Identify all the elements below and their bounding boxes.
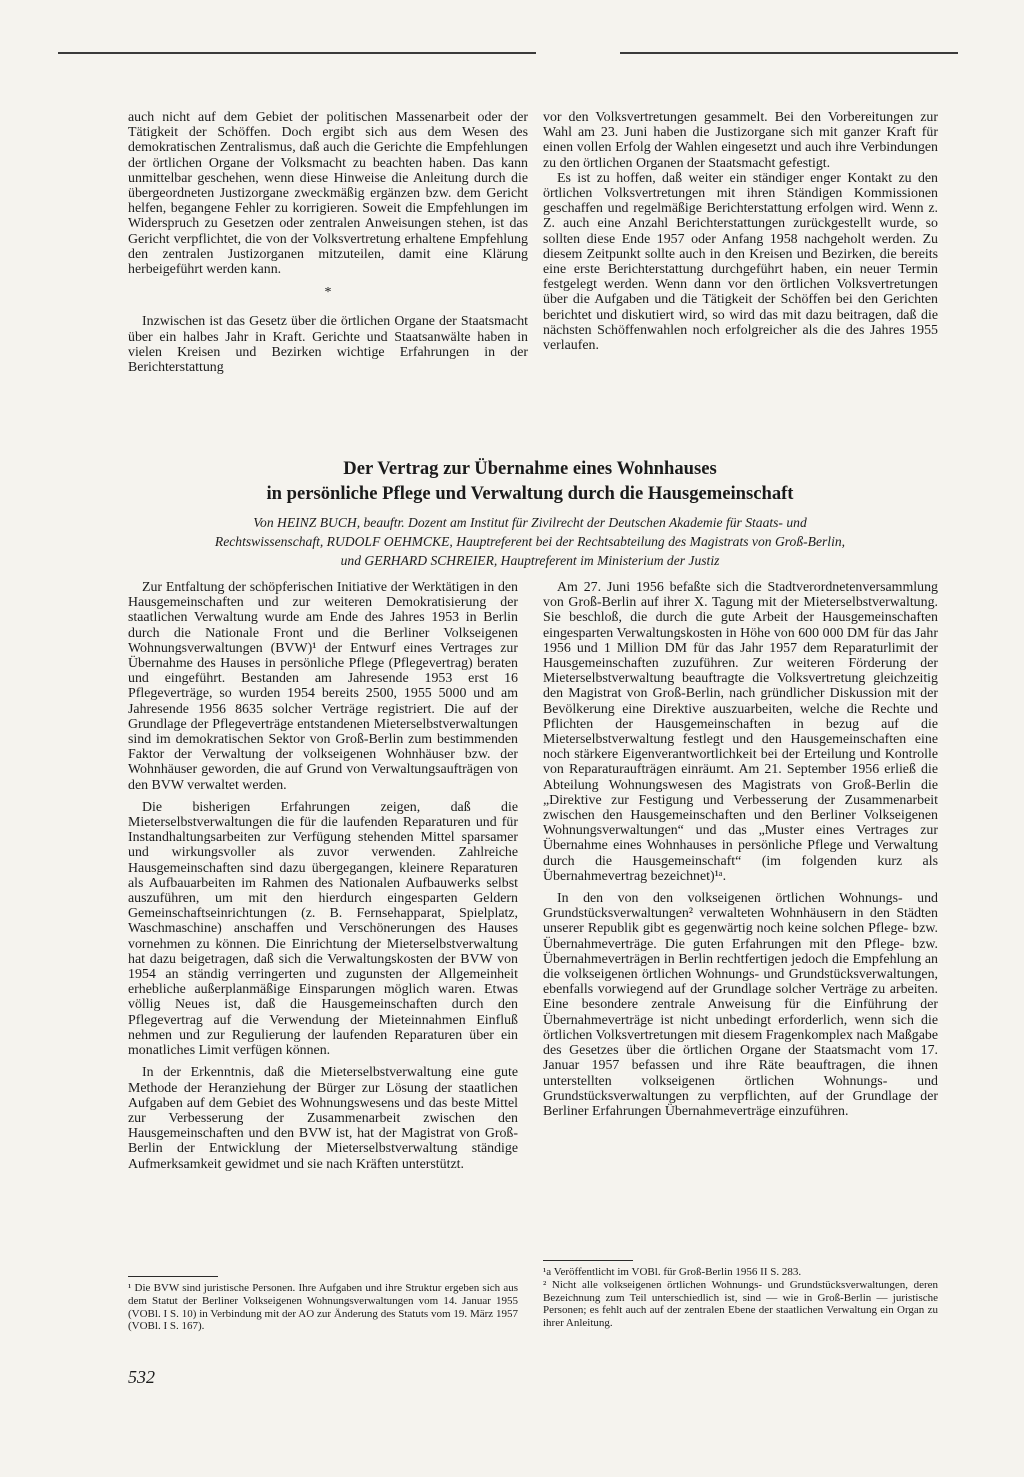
top-rule-right: [620, 52, 958, 54]
paragraph: vor den Volksvertretungen gesammelt. Bei den Vorbereitungen zur Wahl am 23. Juni haben die Justizorgane sich mit ganzer Kraft für einen vollen Erfolg der Wahlen eingesetzt und auch ihre Verbindungen zu den örtlichen Organen der Staatsmacht gefestigt.: [543, 110, 938, 171]
footnote: ² Nicht alle volkseigenen örtlichen Wohnungs- und Grundstücksverwaltungen, deren Bezeichnung zum Teil unterschiedlich ist, sind — wie in Groß-Berlin — juristische Personen; es fehlt auch auf der zentralen Ebene der staatlichen Verwaltung ein Organ zu ihrer Anleitung.: [543, 1278, 938, 1330]
paragraph: Es ist zu hoffen, daß weiter ein ständiger enger Kontakt zu den örtlichen Volksvertretungen mit ihren Ständigen Kommissionen geschaffen und regelmäßige Berichterstattung erfolgen wird. Wenn z. Z. auch eine Anzahl Berichterstattungen zurückgestellt wurde, so sollten diese Ende 1957 oder Anfang 1958 nachgeholt werden. Zu diesem Zeitpunkt sollte auch in den Kreisen und Bezirken, die bereits eine erste Berichterstattung durchgeführt haben, ein neuer Termin festgelegt werden. Wenn dann vor den örtlichen Volksvertretungen über die Aufgaben und die Tätigkeit der Schöffen bei den Gerichten berichtet und diskutiert wird, so wird das mit dazu beitragen, daß die nächsten Schöffenwahlen noch erfolgreicher als die des Jahres 1955 verlaufen.: [543, 170, 938, 354]
article-title-line: in persönliche Pflege und Verwaltung durch die Hausgemeinschaft: [266, 483, 794, 504]
paragraph: auch nicht auf dem Gebiet der politischen Massenarbeit oder der Tätigkeit der Schöffen. Doch ergibt sich aus dem Wesen des demokratischen Zentralismus, daß auch die Gerichte die Empfehlungen der örtlichen Organe der Volksmacht zu beachten haben. Das kann unmittelbar geschehen, wenn diese Hinweise die Anleitung durch die übergeordneten Justizorgane zweckmäßig ergänzen bzw. dem Gericht helfen, begangene Fehler zu korrigieren. Soweit die Empfehlungen im Widerspruch zu Gesetzen oder zentralen Anweisungen stehen, ist das Gericht verpflichtet, die von der Volksvertretung erhaltene Empfehlung den zentralen Justizorganen mitzuteilen, damit eine Klärung herbeigeführt werden kann.: [128, 110, 528, 278]
article-title: [130, 456, 930, 506]
top-rule: [58, 52, 536, 54]
page-number: 532: [128, 1367, 155, 1387]
article-right-column: [543, 580, 938, 1119]
footnotes-left: [128, 1282, 518, 1333]
paragraph: In den von den volkseigenen örtlichen Wohnungs- und Grundstücksverwaltungen² verwalteten Wohnhäusern in den Städten unserer Republik gibt es gegenwärtig noch keine solchen Pflege- bzw. Übernahmeverträge. Die guten Erfahrungen mit den Pflege- bzw. Übernahmeverträgen in Berlin rechtfertigen jedoch die Empfehlung an die volkseigenen örtlichen Wohnungs- und Grundstücksverwaltungen, ebenfalls vorwiegend auf der Grundlage solcher Verträge zu arbeiten. Eine besondere zentrale Anweisung für die Einführung der Übernahmeverträge ist nicht unbedingt erforderlich, wenn sich die örtlichen Volksvertretungen mit diesem Fragenkomplex nach Maßgabe des Gesetzes über die örtlichen Organe der Staatsmacht vom 17. Januar 1957 befassen und ihre Räte beauftragen, die ihnen unterstellten volkseigenen örtlichen Wohnungs- und Grundstücksverwaltungen zu verpflichten, auf der Grundlage der Berliner Erfahrungen Übernahmeverträge einzuführen.: [543, 891, 938, 1119]
footnote: ¹ Die BVW sind juristische Personen. Ihre Aufgaben und ihre Struktur ergeben sich aus dem Statut der Berliner Volkseigenen Wohnungsverwaltungen vom 14. Januar 1955 (VOBl. I S. 10) in Verbindung mit der AO zur Änderung des Statuts vom 19. März 1957 (VOBl. I S. 167).: [128, 1282, 518, 1333]
article-left-column: [128, 580, 518, 1172]
article-title-line: Der Vertrag zur Übernahme eines Wohnhauses: [343, 458, 717, 479]
byline-line: Rechtswissenschaft, RUDOLF OEHMCKE, Hauptreferent bei der Rechtsabteilung des Magistrats von Groß-Berlin,: [214, 534, 846, 549]
footnote-rule: [128, 1276, 218, 1277]
footnote-rule: [543, 1260, 633, 1261]
paragraph: In der Erkenntnis, daß die Mieterselbstverwaltung eine gute Methode der Heranziehung der Bürger zur Lösung der staatlichen Aufgaben auf dem Gebiet des Wohnungswesens und das beste Mittel zur Verbesserung der Zusammenarbeit zwischen den Hausgemeinschaften und den BVW ist, hat der Magistrat von Groß-Berlin der Entwicklung der Mieterselbstverwaltung ständige Aufmerksamkeit gewidmet und sie nach Kräften unterstützt.: [128, 1065, 518, 1172]
top-left-column: [128, 110, 528, 375]
paragraph: Inzwischen ist das Gesetz über die örtlichen Organe der Staatsmacht über ein halbes Jahr in Kraft. Gerichte und Staatsanwälte haben in vielen Kreisen und Bezirken wichtige Erfahrungen in der Berichterstattung: [128, 314, 528, 376]
section-separator: *: [324, 285, 332, 301]
article-byline: [130, 513, 930, 570]
byline-line: und GERHARD SCHREIER, Hauptreferent im Ministerium der Justiz: [340, 553, 720, 568]
paragraph: Am 27. Juni 1956 befaßte sich die Stadtverordnetenversammlung von Groß-Berlin auf ihrer X. Tagung mit der Mieterselbstverwaltung. Sie beschloß, die durch die gute Arbeit der Hausgemeinschaften eingesparten Verwaltungskosten in Höhe von 600 000 DM für das Jahr 1956 und 1 Million DM für das Jahr 1957 dem Reparaturlimit der Hausgemeinschaften zuzuführen. Zur weiteren Förderung der Mieterselbstverwaltung beauftragte die Volksvertretung gleichzeitig den Magistrat von Groß-Berlin, nach gründlicher Diskussion mit der Bevölkerung eine Direktive auszuarbeiten, welche die Rechte und Pflichten der Hausgemeinschaften in bezug auf die Mieterselbstverwaltung festlegt und den Hausgemeinschaften eine noch stärkere Eigenverantwortlichkeit bei der Erteilung und Kontrolle von Reparaturaufträgen einräumt. Am 21. September 1956 erließ die Abteilung Wohnungswesen des Magistrats von Groß-Berlin die „Direktive zur Festigung und Verbesserung der Zusammenarbeit zwischen den Hausgemeinschaften und den Berliner Volkseigenen Wohnungsverwaltungen“ und das „Muster eines Vertrages zur Übernahme eines Wohnhauses in persönliche Pflege und Verwaltung durch die Hausgemeinschaft“ (im folgenden kurz als Übernahmevertrag bezeichnet)¹ᵃ.: [543, 580, 938, 884]
top-right-column: [543, 110, 938, 353]
byline-line: Von HEINZ BUCH, beauftr. Dozent am Institut für Zivilrecht der Deutschen Akademie für Staats- und: [253, 515, 807, 530]
footnote: ¹a Veröffentlicht im VOBl. für Groß-Berlin 1956 II S. 283.: [543, 1266, 802, 1278]
paragraph: Die bisherigen Erfahrungen zeigen, daß die Mieterselbstverwaltungen die für die laufenden Reparaturen und für Instandhaltungsarbeiten zur Verfügung stehenden Mittel sparsamer und wirkungsvoller als zuvor verwenden. Zahlreiche Hausgemeinschaften sind dazu übergegangen, kleinere Reparaturen als Aufbauarbeiten im Rahmen des Nationalen Aufbauwerks selbst auszuführen, um mit den hierdurch eingesparten Geldern Gemeinschaftseinrichtungen (z. B. Fernsehapparat, Spielplatz, Waschmaschine) anschaffen und Verschönerungen des Hauses vornehmen zu können. Die Einrichtung der Mieterselbstverwaltung hat dazu beigetragen, daß sich die Verwaltungskosten der BVW von 1954 an ständig verringerten und zugunsten der Allgemeinheit erhebliche außerplanmäßige Einsparungen möglich waren. Etwas völlig Neues ist, daß die Hausgemeinschaften durch den Pflegevertrag auf die Verwendung der Mieteinnahmen Einfluß nehmen und zur Regulierung der laufenden Reparaturen über ein monatliches Limit verfügen können.: [128, 799, 518, 1059]
paragraph: Zur Entfaltung der schöpferischen Initiative der Werktätigen in den Hausgemeinschaften und zur weiteren Demokratisierung der staatlichen Verwaltung wurde am Ende des Jahres 1953 in Berlin durch die Nationale Front und die Berliner Volkseigenen Wohnungsverwaltungen (BVW)¹ der Entwurf eines Vertrages zur Übernahme des Hauses in persönliche Pflege (Pflegevertrag) beraten und eingeführt. Bestanden am Jahresende 1953 erst 16 Pflegeverträge, so wurden 1954 bereits 2500, 1955 5000 und am Jahresende 1956 8635 solcher Verträge registriert. Die auf der Grundlage der Pflegeverträge entstandenen Mieterselbstverwaltungen sind im demokratischen Sektor von Groß-Berlin zum bestimmenden Faktor der Verwaltung der volkseigenen Wohnhäuser bzw. der Wohnhäuser geworden, die auf Grund von Verwaltungsaufträgen von den BVW verwaltet werden.: [128, 580, 518, 793]
footnotes-right: [543, 1266, 938, 1330]
